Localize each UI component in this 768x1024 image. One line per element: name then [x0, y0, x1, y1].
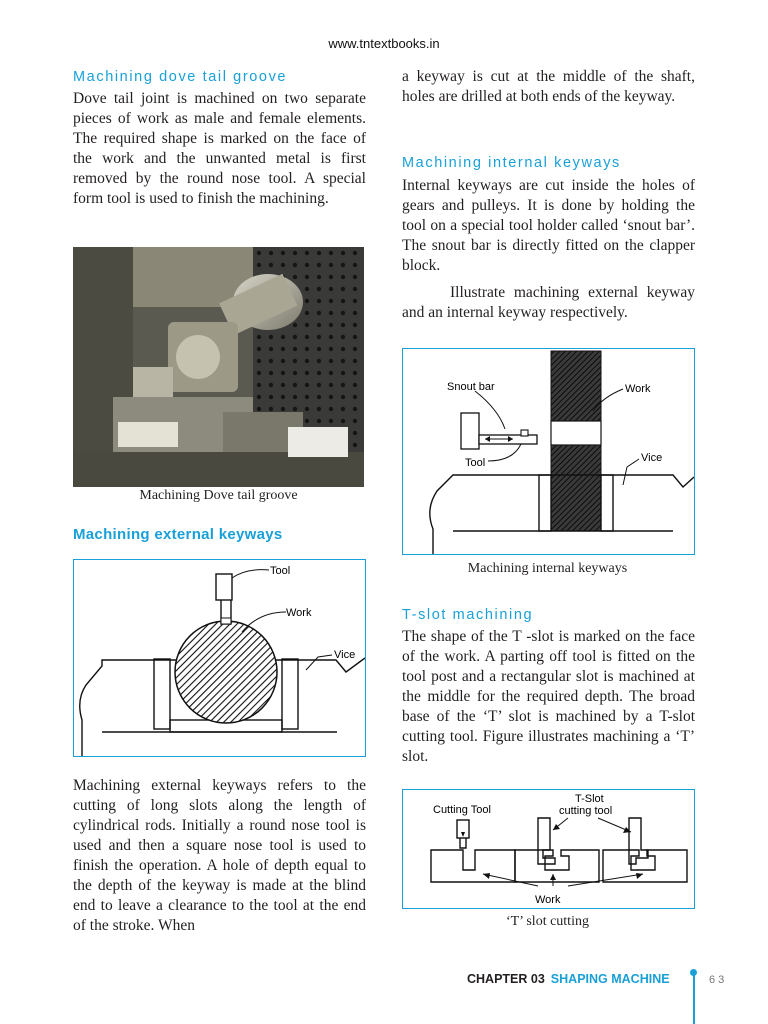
internal-fig-tool-label: Tool — [465, 457, 486, 469]
dovetail-body: Dove tail joint is machined on two separate pieces of work as male and female elements. The required shape is marked on the face of the work and the unwanted metal is first removed by the round nose tool. A special form tool is used to finish the machining. — [73, 90, 366, 207]
tslot-figure — [402, 789, 695, 909]
continued-text: a keyway is cut at the middle of the shaft, holes are drilled at both ends of the keyway. — [402, 68, 695, 105]
dovetail-photo — [73, 247, 364, 487]
external-keyway-figure — [73, 559, 366, 757]
tslot-fig-work-label: Work — [535, 894, 561, 906]
internal-section — [402, 153, 695, 323]
internal-fig-work-label: Work — [625, 383, 651, 395]
footer-chapter-number: CHAPTER 03 — [467, 972, 545, 986]
internal-fig-vice-label: Vice — [641, 452, 663, 464]
site-url[interactable]: www.tntextbooks.in — [328, 36, 440, 51]
illustrate-text: Illustrate machining external keyway and an internal keyway respectively. — [402, 284, 695, 321]
internal-heading: Machining internal keyways — [402, 155, 621, 171]
external-heading: Machining external keyways — [73, 526, 283, 543]
tslot-heading: T-slot machining — [402, 607, 534, 623]
tslot-caption: ‘T’ slot cutting — [506, 914, 589, 929]
external-body: Machining external keyways refers to the cutting of long slots along the length of cylindrical rods. Initially a round nose tool is used and then a square nose tool is used to finish the operation. A hole of depth equal to the depth of the keyway is made at the blind end to leave a clearance to the tool at the end of the stroke. When — [73, 777, 366, 934]
internal-fig-snout-label: Snout bar — [447, 381, 495, 393]
tslot-fig-tslot-label-2: cutting tool — [559, 805, 613, 817]
tslot-body: The shape of the T -slot is marked on the face of the work. A parting off tool is fitted on the tool post and a rectangular slot is machined at the middle for the required depth. The broad base of the ‘T’ slot is machined by a T-slot cutting tool. Figure illustrates machining a ‘T’ slot. — [402, 628, 695, 765]
tslot-fig-tslot-label-1: T-Slot — [575, 793, 604, 805]
external-fig-vice-label: Vice — [334, 649, 356, 661]
tslot-section — [402, 605, 695, 767]
dovetail-caption: Machining Dove tail groove — [139, 488, 298, 503]
external-fig-tool-label: Tool — [270, 565, 291, 577]
internal-body: Internal keyways are cut inside the holes of gears and pulleys. It is done by holding the tool on a special tool holder called ‘snout bar’. The snout bar is directly fitted on the clapper block. — [402, 177, 695, 274]
external-fig-work-label: Work — [286, 607, 312, 619]
page-number: 63 — [709, 974, 728, 986]
tslot-fig-cutting-tool-label: Cutting Tool — [433, 804, 491, 816]
footer-divider — [693, 974, 695, 1024]
machine-photo-illustration — [73, 247, 364, 487]
dovetail-section — [73, 67, 366, 209]
footer-chapter-title: SHAPING MACHINE — [550, 972, 670, 986]
dovetail-heading: Machining dove tail groove — [73, 69, 288, 85]
internal-caption: Machining internal keyways — [467, 561, 628, 576]
footer-chapter — [467, 972, 670, 986]
internal-keyway-figure — [402, 348, 695, 555]
